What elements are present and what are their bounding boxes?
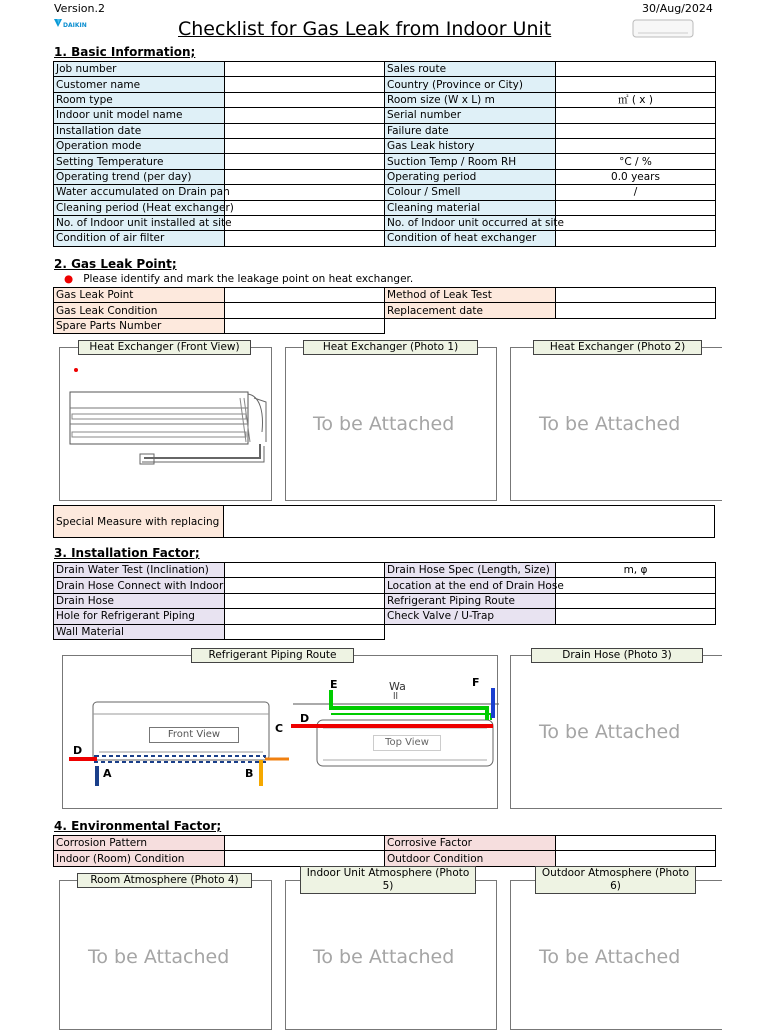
table-row — [54, 231, 716, 246]
field-label: No. of Indoor unit installed at site — [54, 215, 225, 230]
field-value[interactable] — [556, 77, 716, 92]
field-label: Drain Hose — [54, 593, 225, 608]
table-row — [54, 92, 716, 107]
version-label: Version.2 — [54, 2, 105, 15]
field-value[interactable]: 0.0 years — [556, 169, 716, 184]
bullet-dot-icon: ● — [64, 273, 74, 285]
field-value[interactable] — [225, 154, 385, 169]
field-label: Cleaning period (Heat exchanger) — [54, 200, 225, 215]
wall-material-value[interactable] — [225, 625, 385, 640]
field-value[interactable] — [556, 578, 716, 593]
caption-front-view: Heat Exchanger (Front View) — [78, 340, 251, 355]
field-value[interactable] — [556, 138, 716, 153]
gas-leak-table — [53, 287, 716, 319]
table-row — [54, 851, 716, 866]
field-value[interactable]: m, φ — [556, 563, 716, 578]
field-label: Serial number — [385, 108, 556, 123]
field-value[interactable] — [225, 185, 385, 200]
basic-information-table — [53, 61, 716, 247]
svg-text:DAIKIN: DAIKIN — [63, 22, 87, 29]
table-row — [54, 609, 716, 624]
field-label: Room type — [54, 92, 225, 107]
refrigerant-piping-route-box — [62, 655, 498, 809]
field-label: Check Valve / U-Trap — [385, 609, 556, 624]
page-title: Checklist for Gas Leak from Indoor Unit — [178, 18, 552, 40]
caption-photo-3: Drain Hose (Photo 3) — [531, 648, 703, 663]
top-view-label: Top View — [373, 735, 441, 751]
field-label: Operating period — [385, 169, 556, 184]
field-value[interactable] — [556, 836, 716, 851]
spare-parts-value[interactable] — [225, 319, 385, 334]
attach-placeholder-photo-1: To be Attached — [313, 413, 455, 435]
field-label: Replacement date — [385, 303, 556, 318]
field-value[interactable] — [556, 200, 716, 215]
special-measure-label: Special Measure with replacing — [54, 506, 224, 537]
field-value[interactable] — [556, 609, 716, 624]
field-label: No. of Indoor unit occurred at site — [385, 215, 556, 230]
point-c-label: C — [275, 722, 284, 735]
table-row — [54, 108, 716, 123]
heat-exchanger-drawing — [64, 362, 270, 472]
field-label: Indoor unit model name — [54, 108, 225, 123]
table-row — [54, 593, 716, 608]
point-d-top-label: D — [300, 712, 310, 725]
field-label: Sales route — [385, 62, 556, 77]
field-label: Corrosive Factor — [385, 836, 556, 851]
field-label: Outdoor Condition — [385, 851, 556, 866]
caption-photo-4: Room Atmosphere (Photo 4) — [77, 873, 252, 888]
field-label: Operating trend (per day) — [54, 169, 225, 184]
field-value[interactable] — [556, 851, 716, 866]
caption-photo-2: Heat Exchanger (Photo 2) — [533, 340, 702, 355]
field-value[interactable] — [556, 62, 716, 77]
field-value[interactable] — [225, 609, 385, 624]
field-label: Corrosion Pattern — [54, 836, 225, 851]
point-f-label: F — [472, 676, 480, 689]
field-value[interactable] — [556, 303, 716, 318]
field-value[interactable] — [225, 108, 385, 123]
field-value[interactable] — [225, 288, 385, 303]
field-label: Gas Leak Point — [54, 288, 225, 303]
point-d-front-label: D — [73, 744, 83, 757]
field-value[interactable] — [225, 231, 385, 246]
field-value[interactable] — [556, 593, 716, 608]
field-label: Condition of air filter — [54, 231, 225, 246]
field-value[interactable] — [225, 62, 385, 77]
table-row — [54, 578, 716, 593]
field-label: Cleaning material — [385, 200, 556, 215]
field-label: Room size (W x L) m — [385, 92, 556, 107]
field-value[interactable]: ㎡ ( x ) — [556, 92, 716, 107]
wall-label: Wa — [389, 680, 406, 693]
table-row — [54, 303, 716, 318]
section-gas-leak-point-heading: 2. Gas Leak Point; — [54, 257, 177, 271]
table-row — [54, 185, 716, 200]
field-value[interactable] — [225, 138, 385, 153]
table-row — [54, 62, 716, 77]
field-label: Operation mode — [54, 138, 225, 153]
field-value[interactable] — [225, 593, 385, 608]
table-row — [54, 215, 716, 230]
front-view-label: Front View — [149, 727, 239, 743]
field-value[interactable] — [225, 563, 385, 578]
field-value[interactable] — [225, 92, 385, 107]
field-label: Refrigerant Piping Route — [385, 593, 556, 608]
field-label: Gas Leak Condition — [54, 303, 225, 318]
point-b-label: B — [245, 767, 254, 780]
spare-parts-table — [53, 318, 385, 334]
instruction-text: Please identify and mark the leakage point on heat exchanger. — [83, 273, 414, 285]
field-value[interactable] — [225, 836, 385, 851]
instruction-bullet — [64, 273, 413, 285]
table-row — [54, 288, 716, 303]
spare-parts-label: Spare Parts Number — [54, 319, 225, 334]
field-value[interactable] — [556, 123, 716, 138]
field-label: Failure date — [385, 123, 556, 138]
point-e-label: E — [330, 678, 338, 691]
field-label: Setting Temperature — [54, 154, 225, 169]
field-value[interactable] — [556, 288, 716, 303]
table-row — [54, 154, 716, 169]
field-label: Condition of heat exchanger — [385, 231, 556, 246]
table-row — [54, 836, 716, 851]
section-installation-factor-heading: 3. Installation Factor; — [54, 546, 200, 560]
field-label: Colour / Smell — [385, 185, 556, 200]
field-label: Drain Hose Spec (Length, Size) — [385, 563, 556, 578]
field-value[interactable] — [556, 215, 716, 230]
field-label: Hole for Refrigerant Piping — [54, 609, 225, 624]
section-environmental-factor-heading: 4. Environmental Factor; — [54, 819, 222, 833]
attach-placeholder-photo-4: To be Attached — [88, 946, 230, 968]
field-label: Location at the end of Drain Hose — [385, 578, 556, 593]
attach-placeholder-photo-5: To be Attached — [313, 946, 455, 968]
field-label: Water accumulated on Drain pan — [54, 185, 225, 200]
table-row — [54, 123, 716, 138]
table-row — [54, 138, 716, 153]
table-row — [54, 563, 716, 578]
field-label: Drain Hose Connect with Indoor — [54, 578, 225, 593]
wall-material-label: Wall Material — [54, 625, 225, 640]
field-label: Job number — [54, 62, 225, 77]
field-label: Installation date — [54, 123, 225, 138]
wall-material-table — [53, 624, 385, 640]
caption-refrigerant-route: Refrigerant Piping Route — [191, 648, 354, 663]
field-value[interactable] — [225, 123, 385, 138]
wall-mark: ll — [393, 692, 399, 702]
field-label: Gas Leak history — [385, 138, 556, 153]
table-row — [54, 77, 716, 92]
field-value[interactable] — [225, 200, 385, 215]
field-value[interactable] — [225, 77, 385, 92]
attach-placeholder-photo-6: To be Attached — [539, 946, 681, 968]
special-measure-row — [53, 505, 715, 538]
field-label: Drain Water Test (Inclination) — [54, 563, 225, 578]
field-label: Indoor (Room) Condition — [54, 851, 225, 866]
caption-photo-5: Indoor Unit Atmosphere (Photo 5) — [300, 866, 476, 894]
air-conditioner-icon — [632, 18, 694, 40]
field-label: Customer name — [54, 77, 225, 92]
point-a-label: A — [103, 767, 112, 780]
section-basic-information-heading: 1. Basic Information; — [54, 45, 196, 59]
table-row — [54, 200, 716, 215]
special-measure-value[interactable] — [225, 506, 714, 537]
table-row — [54, 169, 716, 184]
field-value[interactable] — [225, 303, 385, 318]
heat-exchanger-front-view-box — [59, 347, 272, 501]
environmental-factor-table — [53, 835, 716, 867]
field-label: Country (Province or City) — [385, 77, 556, 92]
field-value[interactable]: °C / % — [556, 154, 716, 169]
daikin-logo — [54, 14, 87, 29]
caption-photo-6: Outdoor Atmosphere (Photo 6) — [535, 866, 696, 894]
field-value[interactable] — [225, 169, 385, 184]
field-label: Method of Leak Test — [385, 288, 556, 303]
field-value[interactable] — [225, 215, 385, 230]
field-label: Suction Temp / Room RH — [385, 154, 556, 169]
field-value[interactable] — [225, 851, 385, 866]
attach-placeholder-photo-3: To be Attached — [539, 721, 681, 743]
attach-placeholder-photo-2: To be Attached — [539, 413, 681, 435]
field-value[interactable] — [556, 231, 716, 246]
field-value[interactable] — [556, 108, 716, 123]
caption-photo-1: Heat Exchanger (Photo 1) — [303, 340, 478, 355]
date-label: 30/Aug/2024 — [642, 2, 713, 15]
field-value[interactable]: / — [556, 185, 716, 200]
field-value[interactable] — [225, 578, 385, 593]
installation-factor-table — [53, 562, 716, 625]
